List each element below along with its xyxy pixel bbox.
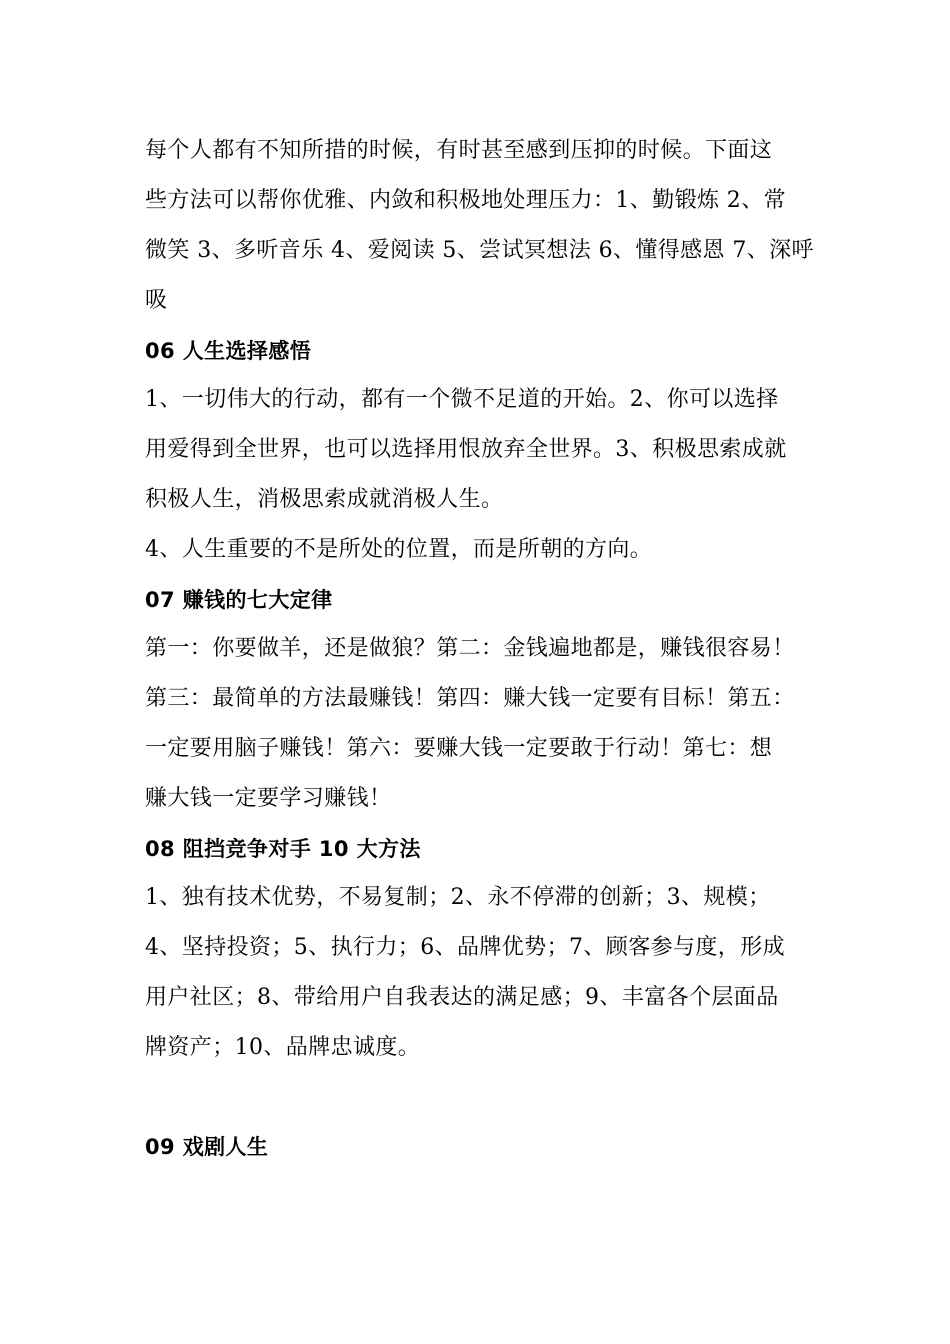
section-09-heading: 09 戏剧人生	[145, 1135, 269, 1159]
section-06-line-2: 用爱得到全世界，也可以选择用恨放弃全世界。3、积极思索成就	[145, 437, 787, 462]
section-08-line-4: 牌资产；10、品牌忠诚度。	[145, 1035, 421, 1060]
section-08-line-1: 1、独有技术优势，不易复制；2、永不停滞的创新；3、规模；	[145, 885, 771, 910]
section-06-heading: 06 人生选择感悟	[145, 339, 312, 363]
section-08-heading: 08 阻挡竞争对手 10 大方法	[145, 837, 421, 861]
section-07-line-4: 赚大钱一定要学习赚钱！	[145, 786, 392, 811]
section-08-line-3: 用户社区；8、带给用户自我表达的满足感；9、丰富各个层面品	[145, 985, 779, 1010]
section-07-line-3: 一定要用脑子赚钱！第六：要赚大钱一定要敢于行动！第七：想	[145, 736, 773, 761]
section-06-line-3: 积极人生，消极思索成就消极人生。	[145, 487, 504, 512]
section-08-line-2: 4、坚持投资；5、执行力；6、品牌优势；7、顾客参与度，形成	[145, 935, 785, 960]
intro-line-3: 微笑 3、多听音乐 4、爱阅读 5、尝试冥想法 6、懂得感恩 7、深呼	[145, 238, 814, 263]
intro-line-1: 每个人都有不知所措的时候，有时甚至感到压抑的时候。下面这	[145, 138, 773, 163]
intro-line-2: 些方法可以帮你优雅、内敛和积极地处理压力：1、勤锻炼 2、常	[145, 188, 786, 213]
section-06-line-1: 1、一切伟大的行动，都有一个微不足道的开始。2、你可以选择	[145, 387, 779, 412]
section-06-line-4: 4、人生重要的不是所处的位置，而是所朝的方向。	[145, 537, 653, 562]
section-07-heading: 07 赚钱的七大定律	[145, 588, 333, 612]
intro-line-4: 吸	[145, 288, 168, 313]
section-07-line-2: 第三：最简单的方法最赚钱！第四：赚大钱一定要有目标！第五：	[145, 686, 795, 711]
section-07-line-1: 第一：你要做羊，还是做狼？第二：金钱遍地都是，赚钱很容易！	[145, 636, 795, 661]
